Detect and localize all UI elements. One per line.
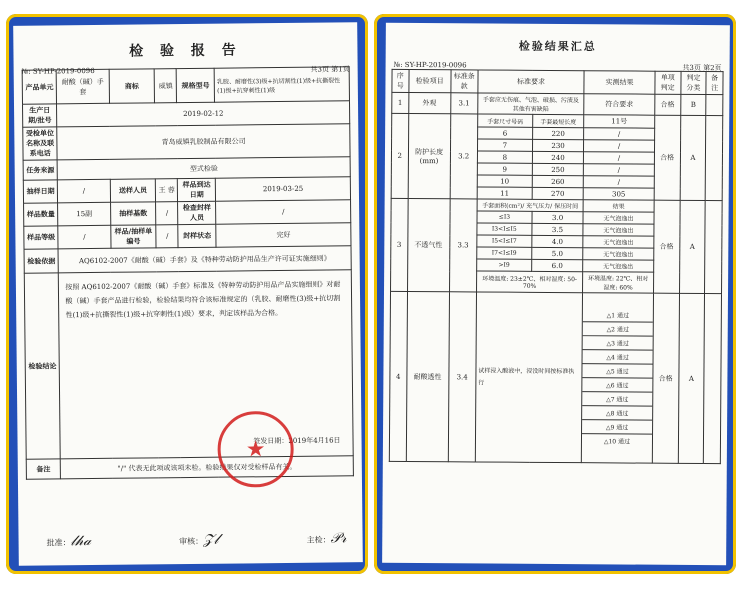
measured-cell: / [584, 152, 655, 164]
row-verdict: 合格 [652, 293, 679, 463]
sample-no-value: / [156, 225, 178, 248]
area-cell: Ⅰ3<Ⅰ≤Ⅰ5 [477, 223, 532, 235]
row-class: A [678, 293, 705, 463]
summary-title: 检验结果汇总 [518, 39, 597, 54]
measured-cell: / [584, 128, 655, 140]
length-cell: 260 [532, 175, 583, 187]
row-item: 防护长度(mm) [408, 113, 451, 198]
size-cell: 10 [477, 175, 532, 187]
inspection-report-page [13, 22, 363, 566]
summary-page-indicator: 共3页 第2页 [682, 63, 722, 73]
row-class: A [680, 115, 706, 200]
task-label: 任务来源 [23, 160, 58, 180]
row-remark [704, 294, 722, 464]
basis-value: AQ6102-2007《耐酸（碱）手套》及《特种劳动防护用品生产许可证实施细则》 [58, 246, 351, 273]
measured-cell: 305 [583, 188, 654, 200]
basis-label: 检验依据 [24, 249, 59, 273]
row-requirement: 手套面积(cm²)/ 充气压力/ 保压时间 [477, 199, 583, 212]
size-cell: 6 [477, 127, 532, 139]
col-class: 判定分类 [680, 71, 706, 94]
base-value: / [156, 202, 178, 225]
row-remark [705, 201, 722, 294]
area-cell: Ⅰ5<Ⅰ≤Ⅰ7 [477, 235, 532, 247]
pressure-cell: 6.0 [532, 259, 583, 271]
row-item: 耐酸透性 [406, 291, 449, 461]
arrival-value: 2019-03-25 [216, 177, 351, 201]
col-result: 实测结果 [584, 71, 655, 94]
area-cell: ≤Ⅰ3 [477, 211, 532, 223]
pressure-result-cell: 无气泡逸出 [583, 248, 654, 260]
measured-cell: / [583, 176, 654, 188]
approve-signature: 批准：𝓁𝒽𝒶 [46, 533, 92, 550]
row-no: 2 [391, 113, 408, 198]
summary-report-number: №: SY-HP-2019-0096 [393, 60, 467, 70]
inspector-label: 检查封样人员 [178, 201, 216, 224]
page-indicator: 共3页 第1页 [310, 65, 350, 74]
size-header: 手套尺寸号码 [477, 114, 532, 127]
row-no: 1 [392, 92, 409, 113]
measured-cell: / [583, 164, 654, 176]
size-cell: 8 [477, 151, 532, 163]
pressure-result-cell: 无气泡逸出 [583, 224, 654, 236]
unit-value: 青岛威镇乳胶制品有限公司 [57, 124, 350, 160]
length-cell: 230 [532, 139, 583, 151]
main-inspector-signature: 主检：𝒫𝓇 [306, 530, 347, 547]
right-document-panel [374, 14, 736, 574]
pressure-cell: 3.5 [532, 223, 583, 235]
issue-date: 签发日期：2019年4月16日 [253, 436, 341, 446]
col-requirement: 标准要求 [478, 70, 585, 94]
unit-label: 受检单位名称及联系电话 [23, 127, 58, 160]
row-result: 11号 [584, 115, 655, 128]
conditions-cell: 环境温度: 23±2℃、相对湿度: 50-70% [476, 271, 582, 293]
row-result: 符合要求 [584, 94, 655, 115]
brand-label: 商标 [109, 69, 155, 103]
pressure-cell: 5.0 [532, 247, 583, 259]
grade-label: 样品等级 [24, 226, 59, 249]
row-clause: 3.1 [450, 93, 477, 114]
size-cell: 9 [477, 163, 532, 175]
size-cell: 7 [477, 139, 532, 151]
row-clause: 3.2 [450, 114, 478, 199]
task-value: 型式检验 [57, 157, 350, 180]
conditions-result-cell: 环境温度: 22℃、相对湿度: 60% [583, 272, 654, 293]
pressure-result-cell: 无气泡逸出 [583, 212, 654, 224]
pressure-cell: 4.0 [532, 235, 583, 247]
col-remark: 备注 [706, 72, 723, 95]
brand-value: 威镇 [155, 69, 177, 103]
row-verdict: 合格 [653, 200, 679, 293]
row-verdict: 合格 [654, 115, 680, 200]
length-cell: 270 [532, 187, 583, 199]
seal-label: 封样状态 [178, 224, 216, 247]
arrival-label: 样品到达日期 [178, 178, 216, 201]
sampling-date-label: 抽样日期 [23, 180, 58, 203]
results-summary-page [382, 23, 730, 565]
col-verdict: 单项判定 [655, 71, 681, 94]
spec-label: 规格型号 [176, 68, 214, 102]
row-requirement: 手套应无伤痕、气泡、破损、污渍及其他有害缺陷 [478, 93, 584, 115]
col-clause: 标准条款 [451, 70, 478, 93]
conclusion-label: 检验结论 [24, 273, 60, 459]
table-row [392, 113, 723, 128]
col-item: 检验项目 [408, 69, 450, 92]
base-label: 抽样基数 [110, 202, 156, 225]
qty-label: 样品数量 [24, 203, 59, 226]
sender-label: 送样人员 [110, 179, 156, 202]
conclusion-cell [59, 270, 354, 459]
table-row [391, 198, 722, 212]
row-class: A [679, 200, 705, 293]
row-no: 3 [391, 198, 408, 291]
conclusion-text: 按照 AQ6102-2007《耐酸（碱）手套》标准及《特种劳动防护用品产品实施细则》对耐酸（碱）手套产品进行检验，检验结果均符合该标准规定的（乳胶、耐磨性(3)级+抗切割性(1)级+抗撕裂性(1)级+抗穿刺性(1)级）要求，判定该样品为合格。 [65, 280, 341, 320]
row-remark [706, 95, 723, 116]
row-item: 外观 [408, 92, 450, 113]
length-cell: 250 [532, 163, 583, 175]
inspector-value: / [216, 200, 351, 224]
sample-no-label: 样品/抽样单编号 [110, 225, 156, 248]
area-cell: >Ⅰ9 [476, 259, 531, 271]
measured-cell: / [584, 140, 655, 152]
pressure-result-cell: 无气泡逸出 [583, 260, 654, 272]
row-verdict: 合格 [655, 94, 681, 115]
remark-value: "/" 代表无此项或该项未检。检验结果仅对受检样品有关。 [61, 456, 354, 479]
row-clause: 3.4 [448, 292, 476, 462]
page-title: 检 验 报 告 [129, 42, 242, 60]
product-unit-label: 产品单元 [22, 70, 57, 104]
review-signature: 审核：𝒵𝓁 [179, 531, 219, 548]
signature-row [47, 530, 347, 549]
row-class: B [680, 94, 706, 115]
product-unit-value: 耐酸（碱）手套 [57, 69, 110, 104]
immersion-results: △1 通过 △2 通过 △3 通过 △4 通过 △5 通过 △6 通过 △7 通过 △8 通过 △9 通过 △10 通过 [581, 293, 653, 463]
sampling-date-value: / [58, 179, 111, 203]
length-cell: 220 [533, 127, 584, 139]
qty-value: 15副 [58, 202, 111, 226]
report-number: №: SY-HP-2019-0096 [21, 66, 95, 76]
remark-label: 备注 [26, 459, 61, 479]
row-clause: 3.3 [449, 199, 477, 292]
date-label: 生产日期/批号 [23, 104, 58, 127]
area-cell: Ⅰ7<Ⅰ≤Ⅰ9 [477, 247, 532, 259]
pressure-cell: 3.0 [532, 211, 583, 223]
date-value: 2019-02-12 [57, 101, 350, 127]
pressure-result-cell: 无气泡逸出 [583, 236, 654, 248]
grade-value: / [58, 225, 111, 249]
size-cell: 11 [477, 187, 532, 199]
row-no: 4 [389, 291, 407, 461]
seal-value: 完好 [216, 223, 351, 247]
length-header: 手套最短长度 [533, 114, 584, 127]
row-item: 不透气性 [407, 198, 450, 291]
col-no: 序号 [392, 69, 409, 92]
row-requirement: 试样浸入酸液中，浸没时间按标准执行 [475, 292, 583, 463]
sender-value: 王 蓉 [156, 179, 178, 202]
pressure-header: 结果 [583, 200, 654, 212]
report-table [22, 66, 354, 479]
table-row [389, 291, 721, 463]
table-row [392, 92, 723, 115]
official-seal-stamp: ★ [217, 411, 294, 488]
left-document-panel [6, 14, 368, 574]
length-cell: 240 [532, 151, 583, 163]
spec-value: 乳胶、耐磨性(3)级+抗切割性(1)级+抗撕裂性(1)级+抗穿刺性(1)级 [214, 67, 349, 102]
row-remark [705, 116, 722, 201]
results-table [389, 69, 724, 464]
